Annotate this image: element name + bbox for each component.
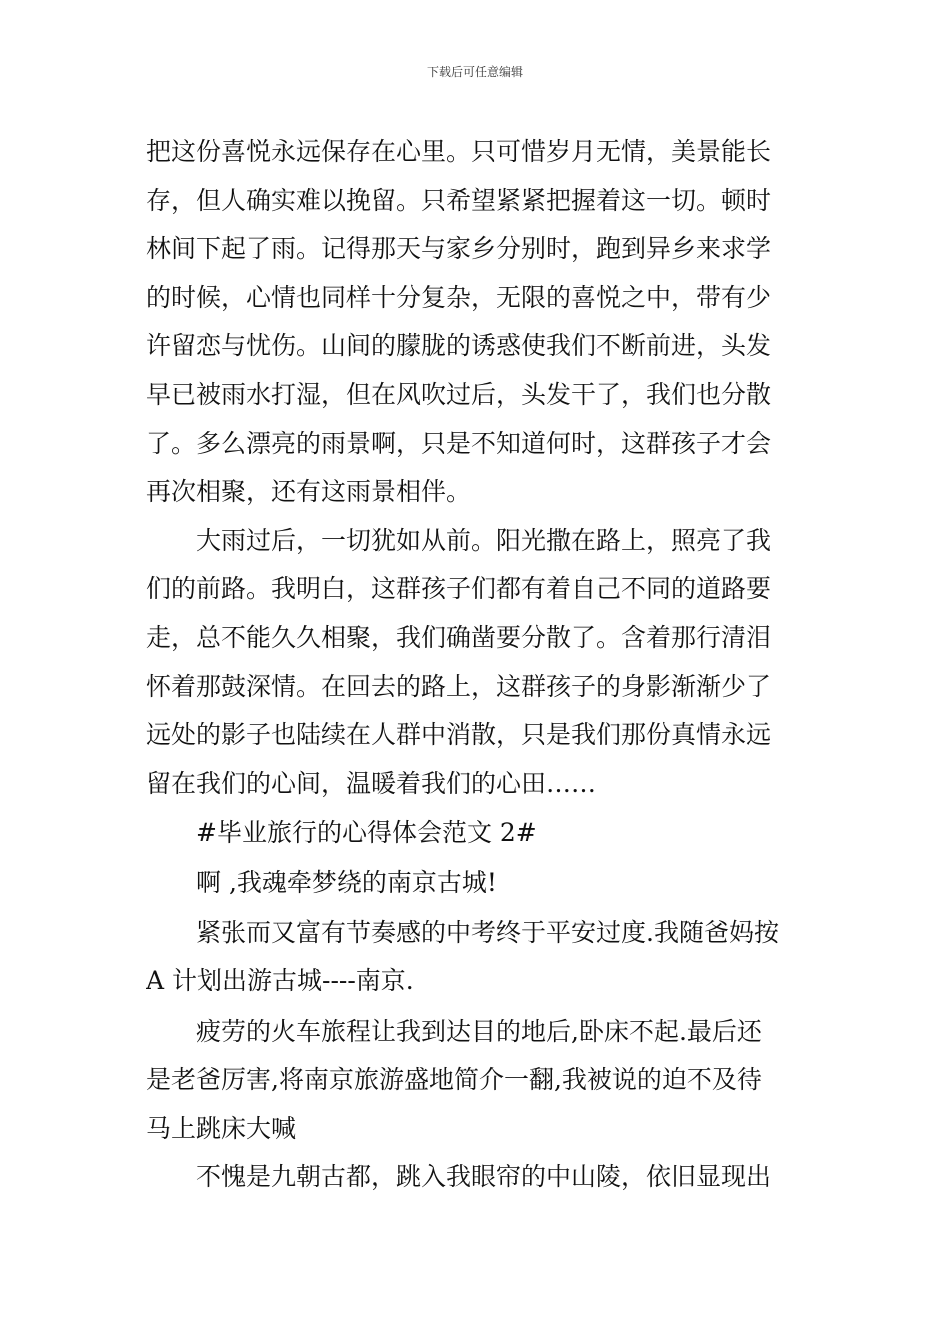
text-line: 存，但人确实难以挽留。只希望紧紧把握着这一切。顿时: [146, 185, 772, 215]
text-line: 大雨过后，一切犹如从前。阳光撒在路上，照亮了我: [196, 525, 772, 555]
text-line: 是老爸厉害,将南京旅游盛地简介一翻,我被说的迫不及待: [146, 1065, 762, 1095]
text-line: 紧张而又富有节奏感的中考终于平安过度.我随爸妈按: [196, 917, 779, 947]
page-header: 下载后可任意编辑: [426, 65, 523, 79]
text-line: 怀着那鼓深情。在回去的路上，这群孩子的身影渐渐少了: [146, 671, 772, 701]
section-heading: #毕业旅行的心得体会范文 2#: [196, 818, 537, 848]
text-line: 再次相聚，还有这雨景相伴。: [146, 477, 472, 507]
text-line: 远处的影子也陆续在人群中消散，只是我们那份真情永远: [146, 720, 772, 750]
text-line: 啊 ,我魂牵梦绕的南京古城!: [196, 867, 497, 897]
text-line: 许留恋与忧伤。山间的朦胧的诱惑使我们不断前进，头发: [146, 331, 772, 361]
text-line: 走，总不能久久相聚，我们确凿要分散了。含着那行清泪: [146, 622, 772, 652]
text-line: 早已被雨水打湿，但在风吹过后，头发干了，我们也分散: [146, 379, 772, 409]
text-line: 们的前路。我明白，这群孩子们都有着自己不同的道路要: [146, 574, 772, 604]
text-line: 把这份喜悦永远保存在心里。只可惜岁月无情，美景能长: [146, 137, 772, 166]
text-line: 不愧是九朝古都，跳入我眼帘的中山陵，依旧显现出: [196, 1162, 772, 1192]
text-line: 了。多么漂亮的雨景啊，只是不知道何时，这群孩子才会: [146, 428, 772, 458]
text-line: 林间下起了雨。记得那天与家乡分别时，跑到异乡来求学: [146, 234, 772, 264]
document-body: [146, 128, 808, 1202]
text-line: 的时候，心情也同样十分复杂，无限的喜悦之中，带有少: [146, 282, 772, 312]
text-line: A 计划出游古城----南京.: [146, 966, 414, 996]
text-line: 马上跳床大喊: [146, 1113, 297, 1143]
text-line: 疲劳的火车旅程让我到达目的地后,卧床不起.最后还: [196, 1016, 762, 1046]
text-line: 留在我们的心间，温暖着我们的心田……: [146, 768, 597, 798]
